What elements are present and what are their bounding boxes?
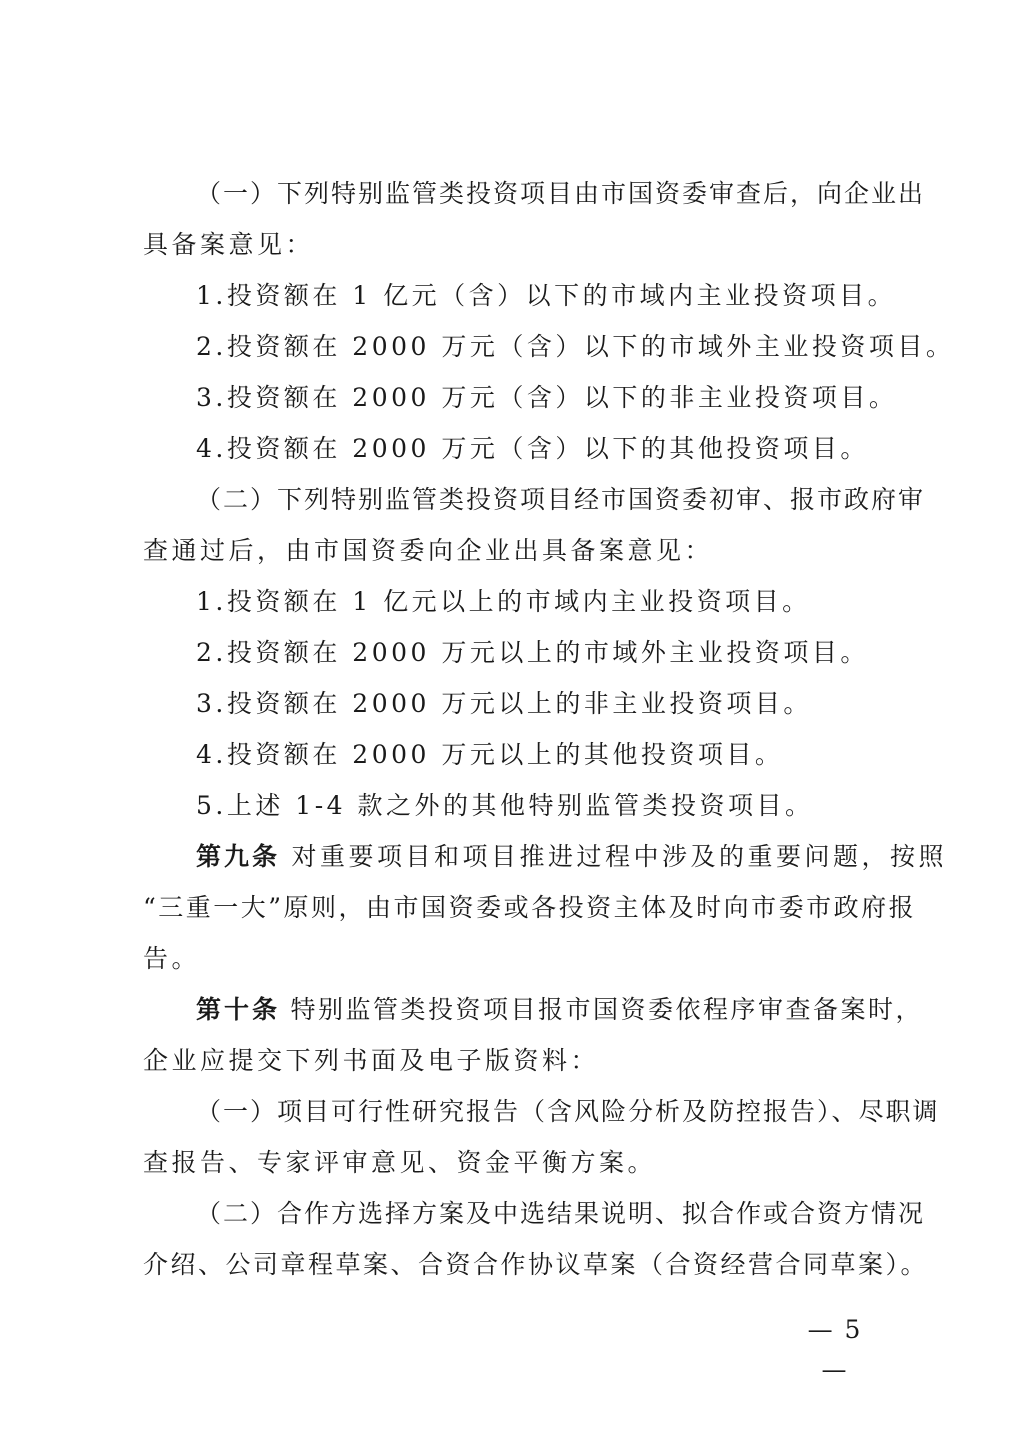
article-heading: 第十条 bbox=[196, 995, 281, 1024]
list-item: 2.投资额在 2000 万元（含）以下的市域外主业投资项目。 bbox=[196, 332, 955, 361]
paragraph-line: （一）下列特别监管类投资项目由市国资委审查后，向企业出 bbox=[196, 179, 926, 208]
paragraph-line: 告。 bbox=[143, 944, 201, 973]
list-item: 2.投资额在 2000 万元以上的市域外主业投资项目。 bbox=[196, 638, 869, 667]
paragraph-line: “三重一大”原则，由市国资委或各投资主体及时向市委市政府报 bbox=[143, 893, 917, 922]
list-item: 1.投资额在 1 亿元（含）以下的市域内主业投资项目。 bbox=[196, 281, 897, 310]
list-item: 4.投资额在 2000 万元以上的其他投资项目。 bbox=[196, 740, 784, 769]
list-item: 4.投资额在 2000 万元（含）以下的其他投资项目。 bbox=[196, 434, 869, 463]
paragraph-line: 查通过后，由市国资委向企业出具备案意见： bbox=[143, 536, 714, 565]
paragraph-line: 查报告、专家评审意见、资金平衡方案。 bbox=[143, 1148, 657, 1177]
paragraph-line: （二）下列特别监管类投资项目经市国资委初审、报市政府审 bbox=[196, 485, 926, 514]
paragraph-line: 企业应提交下列书面及电子版资料： bbox=[143, 1046, 600, 1075]
page-number: — 5 — bbox=[807, 1315, 863, 1384]
article-ten-line: 第十条 特别监管类投资项目报市国资委依程序审查备案时， bbox=[196, 995, 923, 1024]
list-item: 3.投资额在 2000 万元以上的非主业投资项目。 bbox=[196, 689, 812, 718]
list-item: 1.投资额在 1 亿元以上的市域内主业投资项目。 bbox=[196, 587, 811, 616]
paragraph-line: （一）项目可行性研究报告（含风险分析及防控报告）、尽职调 bbox=[196, 1097, 940, 1126]
article-nine-line: 第九条 对重要项目和项目推进过程中涉及的重要问题，按照 bbox=[196, 842, 947, 871]
paragraph-line: 介绍、公司章程草案、合资合作协议草案（合资经营合同草案）。 bbox=[143, 1250, 929, 1279]
list-item: 3.投资额在 2000 万元（含）以下的非主业投资项目。 bbox=[196, 383, 898, 412]
paragraph-line: （二）合作方选择方案及中选结果说明、拟合作或合资方情况 bbox=[196, 1199, 926, 1228]
list-item: 5.上述 1-4 款之外的其他特别监管类投资项目。 bbox=[196, 791, 814, 820]
paragraph-line: 具备案意见： bbox=[143, 230, 315, 259]
article-heading: 第九条 bbox=[196, 842, 281, 871]
